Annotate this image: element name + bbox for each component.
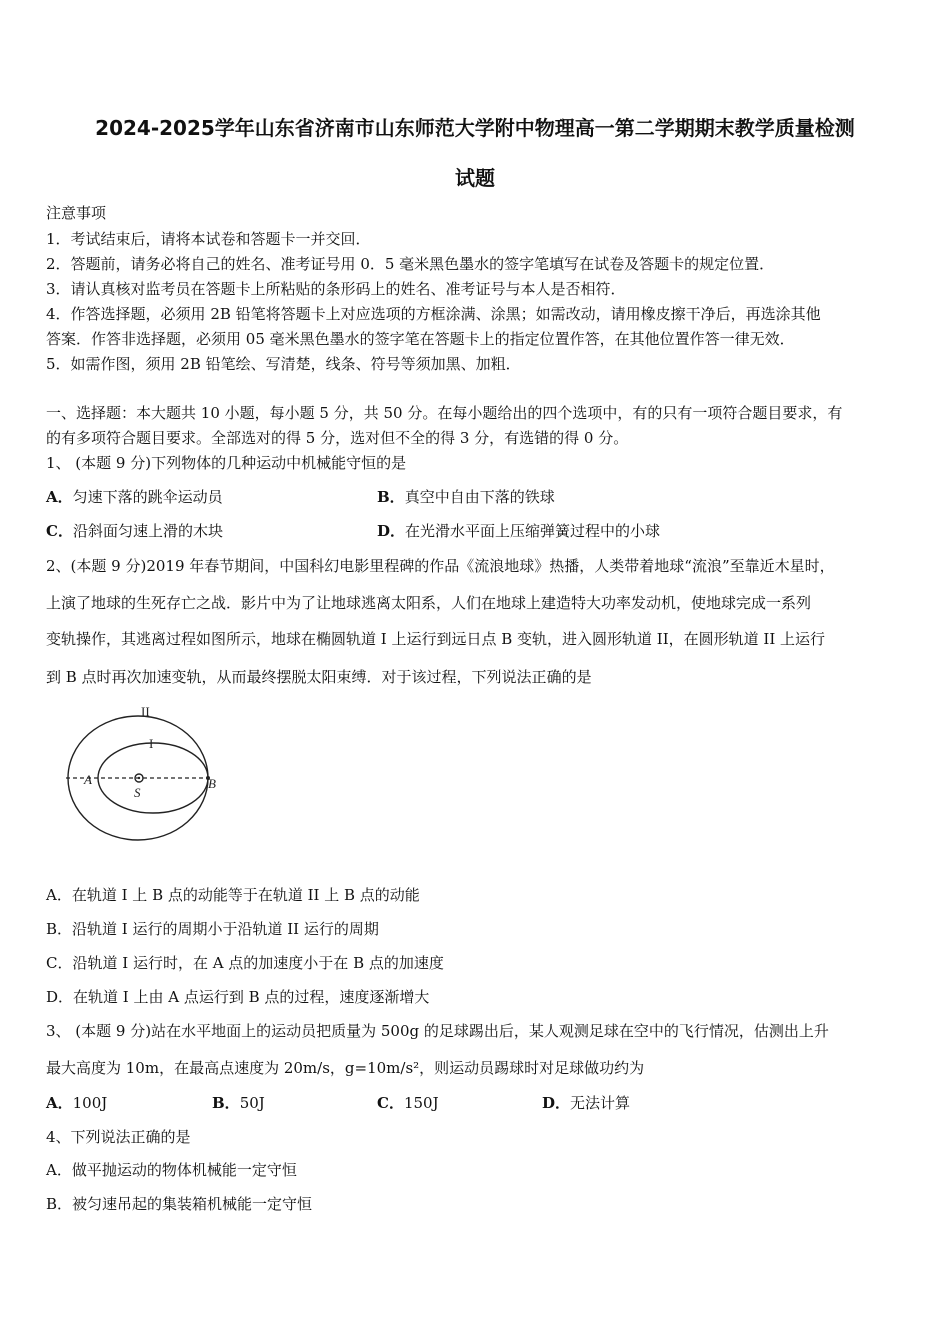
q3-option-b: B．50J — [212, 1094, 265, 1112]
sun-label: S — [134, 785, 141, 800]
q3-option-a: A．100J — [46, 1094, 108, 1112]
section-instructions-line2: 的有多项符合题目要求。全部选对的得 5 分，选对但不全的得 3 分，有选错的得 0 分。 — [46, 429, 629, 447]
notice-item: 答案．作答非选择题，必须用 05 毫米黑色墨水的签字笔在答题卡上的指定位置作答，在其他位置作答一律无效． — [46, 330, 795, 348]
exam-title-line1: 2024-2025学年山东省济南市山东师范大学附中物理高一第二学期期末教学质量检测 — [95, 116, 855, 140]
q2-option-c: C．沿轨道 I 运行时，在 A 点的加速度小于在 B 点的加速度 — [46, 954, 444, 972]
notice-item: 2．答题前，请务必将自己的姓名、准考证号用 0．5 毫米黑色墨水的签字笔填写在试卷及答题卡的规定位置． — [46, 255, 775, 273]
q1-option-b: B．真空中自由下落的铁球 — [377, 488, 555, 506]
q3-option-c: C．150J — [377, 1094, 439, 1112]
q4-option-a: A．做平抛运动的物体机械能一定守恒 — [46, 1161, 297, 1179]
q1-option-a: A．匀速下落的跳伞运动员 — [46, 488, 223, 506]
q2-option-d: D．在轨道 I 上由 A 点运行到 B 点的过程，速度逐渐增大 — [46, 988, 430, 1006]
q2-stem-line: 2、(本题 9 分)2019 年春节期间，中国科幻电影里程碑的作品《流浪地球》热播，人类带着地球“流浪”至靠近木星时， — [46, 557, 835, 575]
q4-option-b: B．被匀速吊起的集装箱机械能一定守恒 — [46, 1195, 313, 1213]
q2-option-b: B．沿轨道 I 运行的周期小于沿轨道 II 运行的周期 — [46, 920, 379, 938]
q1-stem: 1、 (本题 9 分)下列物体的几种运动中机械能守恒的是 — [46, 454, 407, 472]
q1-option-d: D．在光滑水平面上压缩弹簧过程中的小球 — [377, 522, 661, 540]
q1-option-c: C．沿斜面匀速上滑的木块 — [46, 522, 223, 540]
orbit-i-label: I — [149, 736, 154, 751]
q2-stem-line: 变轨操作，其逃离过程如图所示，地球在椭圆轨道 I 上运行到远日点 B 变轨，进入圆形轨道 II，在圆形轨道 II 上运行 — [46, 630, 826, 648]
q2-stem-line: 上演了地球的生死存亡之战．影片中为了让地球逃离太阳系，人们在地球上建造特大功率发动机，使地球完成一系列 — [46, 594, 812, 612]
q4-stem: 4、下列说法正确的是 — [46, 1128, 191, 1146]
notice-item: 1．考试结束后，请将本试卷和答题卡一并交回． — [46, 230, 371, 248]
exam-title-line2: 试题 — [455, 166, 495, 190]
notice-heading: 注意事项 — [46, 204, 107, 222]
orbit-diagram — [46, 700, 236, 845]
notice-item: 5．如需作图，须用 2B 铅笔绘、写清楚，线条、符号等须加黑、加粗． — [46, 355, 521, 373]
notice-item: 4．作答选择题，必须用 2B 铅笔将答题卡上对应选项的方框涂满、涂黑；如需改动，请用橡皮擦干净后，再选涂其他 — [46, 305, 821, 323]
point-a-label: A — [84, 772, 92, 787]
q2-option-a: A．在轨道 I 上 B 点的动能等于在轨道 II 上 B 点的动能 — [46, 886, 420, 904]
notice-item: 3．请认真核对监考员在答题卡上所粘贴的条形码上的姓名、准考证号与本人是否相符． — [46, 280, 626, 298]
section-instructions-line1: 一、选择题：本大题共 10 小题，每小题 5 分，共 50 分。在每小题给出的四个选项中，有的只有一项符合题目要求，有 — [46, 404, 843, 422]
point-b-label: B — [208, 776, 216, 791]
orbit-ii-label: II — [141, 704, 150, 719]
q2-stem-line: 到 B 点时再次加速变轨，从而最终摆脱太阳束缚．对于该过程，下列说法正确的是 — [46, 668, 592, 686]
q3-stem-line: 最大高度为 10m，在最高点速度为 20m/s，g=10m/s²，则运动员踢球时对足球做功约为 — [46, 1059, 645, 1077]
q3-option-d: D．无法计算 — [542, 1094, 631, 1112]
q3-stem-line: 3、 (本题 9 分)站在水平地面上的运动员把质量为 500g 的足球踢出后，某人观测足球在空中的飞行情况，估测出上升 — [46, 1022, 829, 1040]
